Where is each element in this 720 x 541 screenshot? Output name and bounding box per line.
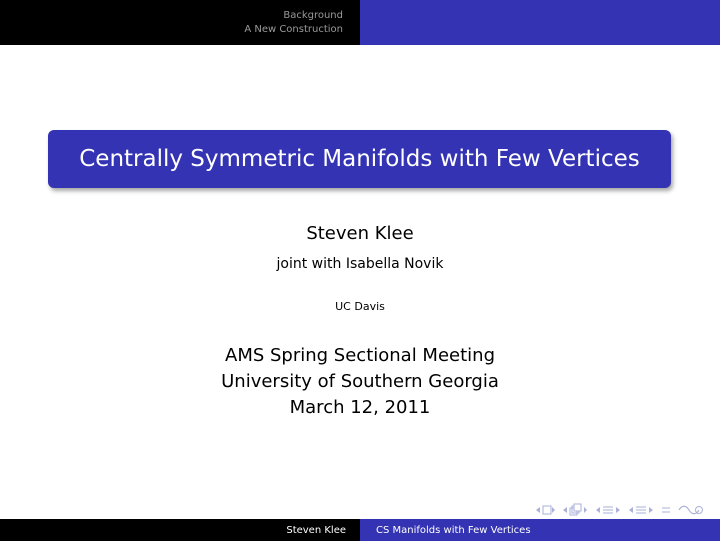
align-icon[interactable] <box>661 504 671 516</box>
slide-title: Centrally Symmetric Manifolds with Few Vertices <box>79 146 640 172</box>
search-icon[interactable] <box>678 504 704 516</box>
coauthor: joint with Isabella Novik <box>276 256 444 272</box>
section-back-icon[interactable] <box>595 504 621 516</box>
footer-right <box>360 519 720 541</box>
date-line-date: March 12, 2011 <box>289 397 431 418</box>
subsection-back-icon[interactable] <box>562 503 588 517</box>
footer-bar <box>0 519 720 541</box>
nav-section-new-construction[interactable]: A New Construction <box>244 23 343 35</box>
header-bar <box>0 0 720 45</box>
nav-section-background[interactable]: Background <box>283 9 343 21</box>
footer-short-title: CS Manifolds with Few Vertices <box>376 524 531 536</box>
institute: UC Davis <box>335 300 385 313</box>
author: Steven Klee <box>306 223 414 244</box>
date-line-venue: University of Southern Georgia <box>221 371 499 392</box>
date-line-meeting: AMS Spring Sectional Meeting <box>225 345 495 366</box>
section-forward-icon[interactable] <box>628 504 654 516</box>
footer-left <box>0 519 360 541</box>
navigation-symbols <box>535 503 704 517</box>
footer-author: Steven Klee <box>286 524 346 536</box>
header-bar-right <box>360 0 720 45</box>
title-block <box>48 130 671 188</box>
frame-back-icon[interactable] <box>535 504 555 516</box>
section-nav <box>0 0 360 45</box>
